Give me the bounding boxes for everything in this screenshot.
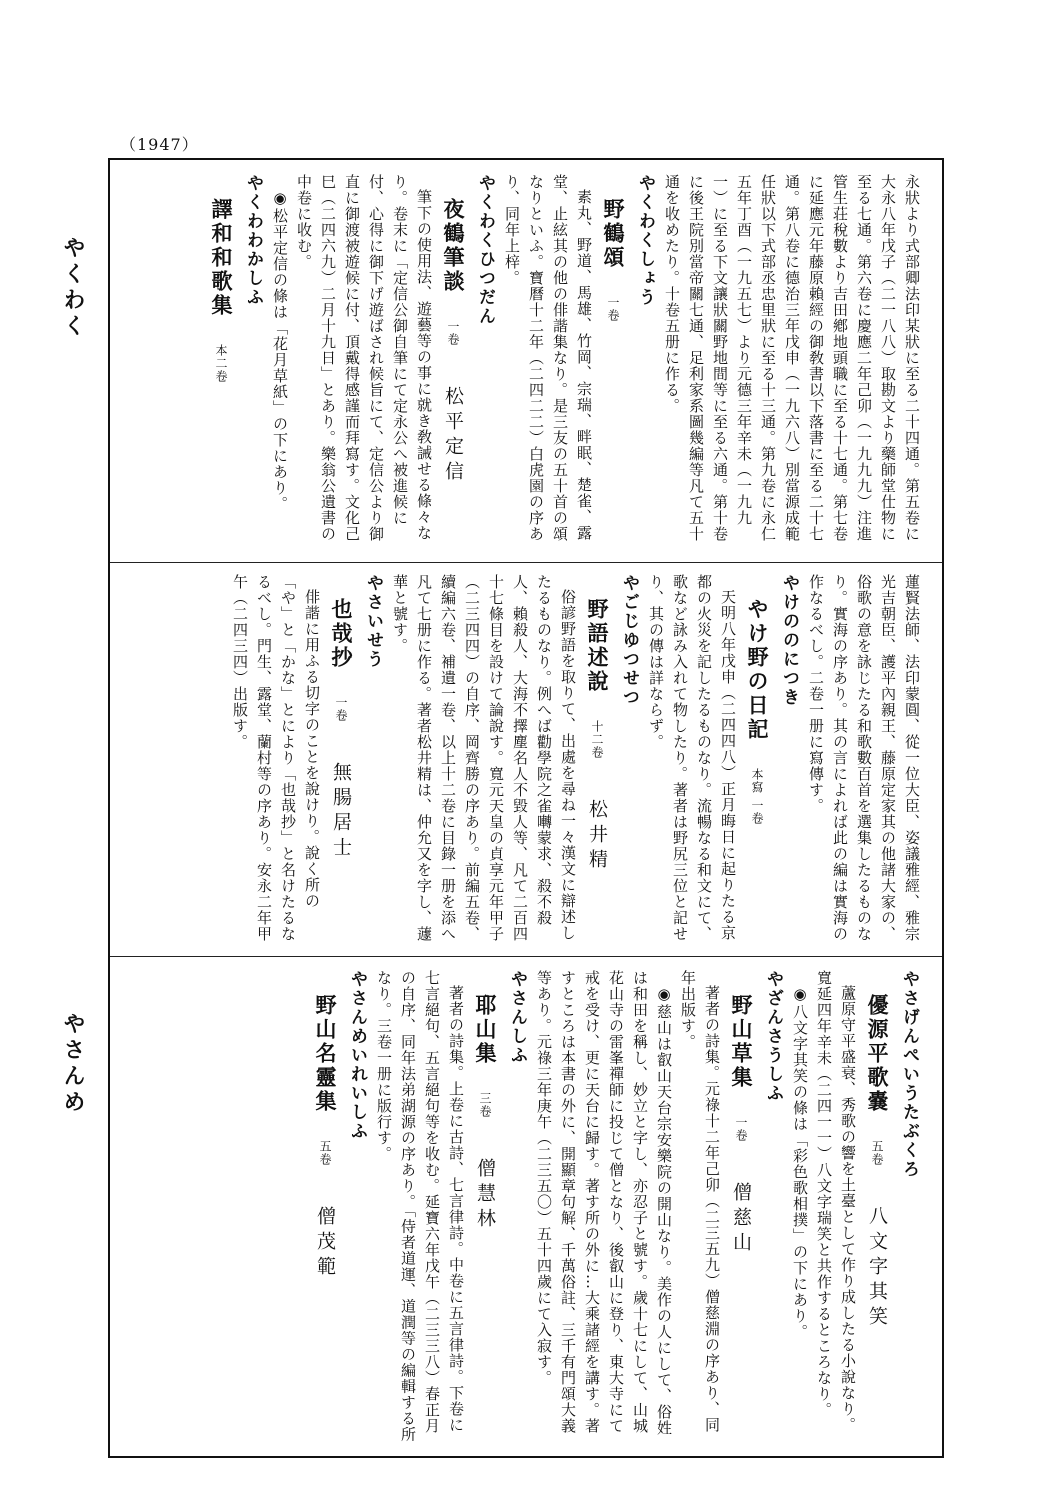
entry-paragraph: 著者の詩集。上卷に古詩、七言律詩。中卷に五言律詩。下卷に七言絕句、五言絕句等を收む。延寶六年戊午（二三三八）春正月の自序、同年法弟湖源の序あり。「侍者道運、道潤等の編輯する所なり。三卷一册に版行す。 (375, 970, 465, 1443)
entry-volume: 一卷 (446, 320, 460, 346)
entry (804, 574, 924, 944)
entry-reading: やざんさうしふ (763, 970, 783, 1103)
entry-author: 無腸居士 (330, 762, 352, 862)
entry-heading (860, 970, 894, 1446)
entry (308, 970, 372, 1446)
entry-author: 八文字其笑 (866, 1206, 888, 1331)
entry-paragraph: 蘆原守平盛衰、秀歌の響を土臺として作り成したる小說なり。寬延四年辛未（二四一一）八文字瑞笑と共作するところなり。 (815, 970, 857, 1433)
section-middle (134, 574, 924, 944)
entry-author: 僧慈山 (730, 1182, 752, 1257)
section-divider-1 (110, 562, 942, 563)
entry-volume: 一卷 (334, 696, 348, 722)
entry-volume: 本寫 一卷 (750, 768, 764, 825)
page-frame (108, 158, 944, 1458)
page-number: （1947） (120, 135, 199, 154)
entry-reading: やさんしふ (507, 970, 527, 1065)
entry-reading: やさげんぺいうたぶくろ (899, 970, 919, 1179)
entry-title: 優源平歌嚢 (865, 994, 890, 1114)
entry-heading (580, 574, 614, 944)
entry-reading: やさいせう (363, 574, 383, 669)
entry-paragraph: 永狀より式部卿法印某狀に至る二十四通。第五卷に大永八年戊子（二一八八）取勘文より藥師堂仕物に至る七通。第六卷に慶應二年己卯（一九九九）注進管生荘稅數より吉田鄕地頭職に至る十七通。第七卷に延應元年藤原賴經の御敎書以下落書に至る二十七通。第八卷に德治三年戊申（一九六八）別當源成範任狀以下式部丞忠里狀に至る十三通。第九卷に永仁五年丁酉（一九五七）より元德三年辛未（一九九一）に至る下文讓狀關野地間等に至る六通。第十卷に後王院別當帝關七通、足利家系圖幾編等凡て五十通を收めたり。十卷五册に作る。 (663, 174, 921, 542)
entry-title: 野山草集 (729, 994, 754, 1090)
entry-paragraph: 俗諺野語を取りて、出處を尋ね一々漢文に辯述したるものなり。例へば勸學院之雀囀蒙求、殺不殺人、賴殺人、大海不擇塵名人不毀人等、凡て二百四十七條目を設けて論說す。寬元天皇の貞享元年甲子（二三四四）の自序、岡齊勝の序あり。前編五卷、續編六卷、補遺一卷、以上十二卷に目錄一册を添へ凡て七册に作る。著者松井精は、仲允又を字し、蘧華と號す。 (391, 574, 577, 942)
entry-author: 僧慧林 (474, 1158, 496, 1233)
entry-heading (204, 174, 238, 550)
entry-paragraph: ◉八文字其笑の條は「彩色歌相撲」の下にあり。 (791, 985, 809, 1340)
entry-volume: 三卷 (478, 1092, 492, 1118)
entry-volume: 十二卷 (590, 720, 604, 759)
entry (644, 574, 804, 944)
entry-heading (740, 574, 774, 944)
entry (388, 574, 644, 944)
side-label-upper: やくわく (60, 236, 86, 340)
entry-reading: やけののにつき (779, 574, 799, 707)
entry (228, 574, 388, 944)
entry-paragraph: 筆下の使用法、遊藝等の事に就き敎誡せる條々なり。卷末に「定信公御自筆にて定永公へ被進候に付、心得に御下げ遊ばされ候旨にて、定信公より御直に御渡被遊候に付、頂戴得感謹而拜寫す。文化己巳（二四六九）二月十九日」とあり。樂翁公遺書の中卷に收む。 (295, 174, 433, 542)
entry-paragraph: ◉松平定信の條は「花月草紙」の下にあり。 (271, 189, 289, 512)
section-divider-2 (110, 956, 942, 957)
entry (372, 970, 532, 1446)
entry (204, 174, 268, 550)
entry-reading: やさんめいれいしふ (347, 970, 367, 1141)
section-bottom (134, 970, 924, 1446)
entry-reading: やくわくしょう (635, 174, 655, 307)
entry-title: 也哉抄 (329, 598, 354, 670)
entry-title: やけ野の日記 (745, 598, 770, 742)
entry-volume: 一卷 (606, 296, 620, 322)
entry-reading: やくわわかしふ (243, 174, 263, 307)
entry-volume: 五卷 (870, 1140, 884, 1166)
entry-paragraph: 俳諧に用ふる切字のことを說けり。說く所の「や」と「かな」とにより「也哉抄」と名けたるなるべし。門生、露堂、蘭村等の序あり。安永二年甲午（二四三四）出版す。 (231, 574, 321, 942)
entry-paragraph: ◉慈山は叡山天台宗安樂院の開山なり。美作の人にして、俗姓は和田を稱し、妙立と字し、亦忍子と號す。歲十七にして、山城花山寺の雷峯禪師に投じて僧となり、後叡山に登り、東大寺にて戒を受け、更に天台に歸す。著す所の外に…大乘諸經を講す。著すところは本書の外に、開顯章句解、千萬俗註、三千有門頌大義等あり。元祿三年庚午（二三五〇）五十四歲にて入寂す。 (535, 970, 673, 1436)
side-label-lower: やさんめ (60, 1012, 86, 1116)
entry-heading (436, 174, 470, 550)
entry (268, 174, 500, 550)
entry-title: 野鶴頌 (601, 198, 626, 270)
entry-reading: やごじゆつせつ (619, 574, 639, 707)
entry-title: 譯和和歌集 (209, 198, 234, 318)
entry-volume: 五卷 (318, 1140, 332, 1166)
entry-author: 松平定信 (442, 386, 464, 486)
entry-heading (308, 970, 342, 1446)
entry (500, 174, 660, 550)
entry-heading (324, 574, 358, 944)
entry-paragraph: 素丸、野道、馬雄、竹岡、宗瑞、畔眠、楚雀、露堂、止絃其の他の俳諧集なり。是三友の五十首の頌なりといふ。寶曆十二年（二四二二）白虎園の序あり、同年上梓。 (503, 174, 593, 542)
entry (788, 970, 924, 1446)
entry-author: 僧茂範 (314, 1206, 336, 1281)
entry-paragraph: 天明八年戊申（二四四八）正月晦日に起りたる京都の火災を記したるものなり。流暢なる和文にて、歌など詠み入れて物したり。著者は野尻三位と記せり、其の傳は詳ならず。 (647, 574, 737, 942)
entry-reading: やくわくひつだん (475, 174, 495, 326)
entry-author: 松井精 (586, 799, 608, 874)
entry-heading (724, 970, 758, 1446)
entry-volume: 一卷 (734, 1116, 748, 1142)
entry-paragraph: 蓮賢法師、法印蒙圓、從一位大臣、姿議雅經、雅宗光吉朝臣、護平內親王、藤原定家其の他諸大家の、俗歌の意を詠じたる和歌數百首を選集したるものなり。實海の序あり。其の言によれば此の編は實海の作なるべし。二卷一册に寫傳す。 (807, 574, 921, 942)
entry-heading (468, 970, 502, 1446)
entry (532, 970, 788, 1446)
entry-volume: 本二卷 (214, 344, 228, 383)
entry-title: 夜鶴筆談 (441, 198, 466, 294)
entry (660, 174, 924, 550)
entry-title: 野語述說 (585, 598, 610, 694)
section-top (134, 174, 924, 550)
entry-paragraph: 著者の詩集。元祿十二年己卯（二三五九）僧慈淵の序あり、同年出版す。 (679, 970, 721, 1433)
entry-heading (596, 174, 630, 550)
entry-title: 耶山集 (473, 994, 498, 1066)
entry-title: 野山名靈集 (313, 994, 338, 1114)
